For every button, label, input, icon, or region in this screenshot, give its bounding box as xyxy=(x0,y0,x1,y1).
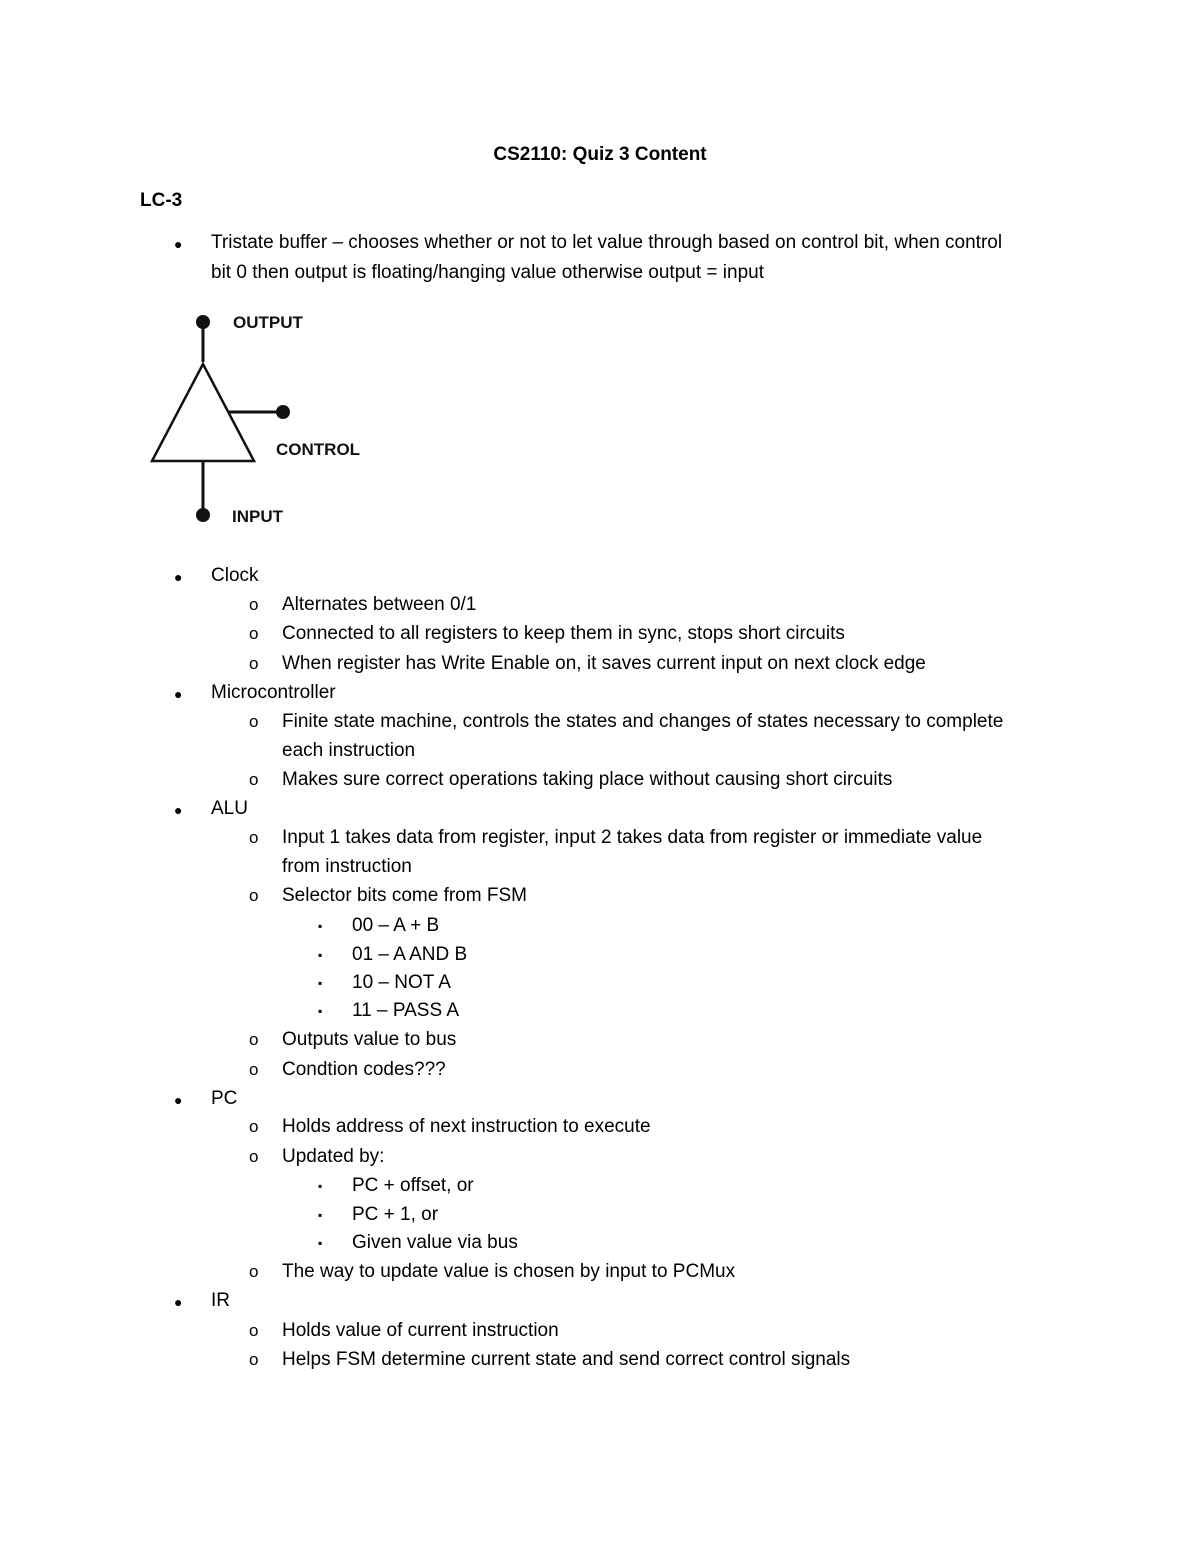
micro-item-2: Makes sure correct operations taking place without causing short circuits xyxy=(282,769,893,790)
square-bullet-icon: ▪ xyxy=(318,1236,323,1250)
ir-item: Holds value of current instruction xyxy=(282,1320,559,1341)
ir-label: IR xyxy=(211,1290,230,1311)
sub-bullet-icon: o xyxy=(249,595,259,614)
control-label: CONTROL xyxy=(276,440,361,459)
micro-item-1-line-2: each instruction xyxy=(282,740,416,761)
bullet-icon: ● xyxy=(174,1294,183,1310)
square-bullet-icon: ▪ xyxy=(318,919,323,933)
sub-bullet-icon: o xyxy=(249,1117,259,1136)
pc-update: Given value via bus xyxy=(352,1232,518,1253)
clock-item: Alternates between 0/1 xyxy=(282,594,477,615)
clock-item: When register has Write Enable on, it saves current input on next clock edge xyxy=(282,653,926,674)
document-title: CS2110: Quiz 3 Content xyxy=(493,144,707,165)
tristate-text-line-2: bit 0 then output is floating/hanging value otherwise output = input xyxy=(211,262,764,283)
alu-item-3: Outputs value to bus xyxy=(282,1029,457,1050)
tristate-text-line-1: Tristate buffer – chooses whether or not to let value through based on control bit, when control xyxy=(211,232,1003,253)
bullet-icon: ● xyxy=(174,236,183,252)
output-label: OUTPUT xyxy=(233,313,303,332)
output-terminal xyxy=(196,315,210,329)
input-label: INPUT xyxy=(232,507,283,526)
sub-bullet-icon: o xyxy=(249,1060,259,1079)
pc-label: PC xyxy=(211,1088,238,1109)
sub-bullet-icon: o xyxy=(249,770,259,789)
micro-label: Microcontroller xyxy=(211,682,336,703)
bullet-icon: ● xyxy=(174,1092,183,1108)
sub-bullet-icon: o xyxy=(249,1262,259,1281)
bullet-icon: ● xyxy=(174,802,183,818)
control-terminal xyxy=(276,405,290,419)
square-bullet-icon: ▪ xyxy=(318,1004,323,1018)
alu-item-2: Selector bits come from FSM xyxy=(282,885,527,906)
section-heading: LC-3 xyxy=(140,190,183,211)
square-bullet-icon: ▪ xyxy=(318,1179,323,1193)
sub-bullet-icon: o xyxy=(249,1030,259,1049)
square-bullet-icon: ▪ xyxy=(318,976,323,990)
alu-item-4: Condtion codes??? xyxy=(282,1059,446,1080)
alu-label: ALU xyxy=(211,798,248,819)
alu-item-1-line-2: from instruction xyxy=(282,856,412,877)
sub-bullet-icon: o xyxy=(249,1321,259,1340)
sub-bullet-icon: o xyxy=(249,654,259,673)
ir-item: Helps FSM determine current state and send correct control signals xyxy=(282,1349,851,1370)
sub-bullet-icon: o xyxy=(249,828,259,847)
clock-label: Clock xyxy=(211,565,259,586)
alu-selector: 10 – NOT A xyxy=(352,972,451,993)
square-bullet-icon: ▪ xyxy=(318,948,323,962)
sub-bullet-icon: o xyxy=(249,886,259,905)
pc-update: PC + 1, or xyxy=(352,1204,439,1225)
alu-selector: 00 – A + B xyxy=(352,915,440,936)
alu-item-1-line-1: Input 1 takes data from register, input 2 takes data from register or immediate value xyxy=(282,827,983,848)
sub-bullet-icon: o xyxy=(249,1350,259,1369)
bullet-icon: ● xyxy=(174,569,183,585)
clock-item: Connected to all registers to keep them in sync, stops short circuits xyxy=(282,623,845,644)
sub-bullet-icon: o xyxy=(249,712,259,731)
tristate-buffer-diagram xyxy=(140,304,380,534)
alu-selector: 11 – PASS A xyxy=(352,1000,460,1021)
input-terminal xyxy=(196,508,210,522)
pc-item-2: Updated by: xyxy=(282,1146,385,1167)
square-bullet-icon: ▪ xyxy=(318,1208,323,1222)
pc-item-3: The way to update value is chosen by input to PCMux xyxy=(282,1261,736,1282)
bullet-icon: ● xyxy=(174,686,183,702)
pc-item-1: Holds address of next instruction to execute xyxy=(282,1116,651,1137)
sub-bullet-icon: o xyxy=(249,624,259,643)
alu-selector: 01 – A AND B xyxy=(352,944,468,965)
sub-bullet-icon: o xyxy=(249,1147,259,1166)
micro-item-1-line-1: Finite state machine, controls the states and changes of states necessary to complete xyxy=(282,711,1004,732)
pc-update: PC + offset, or xyxy=(352,1175,474,1196)
